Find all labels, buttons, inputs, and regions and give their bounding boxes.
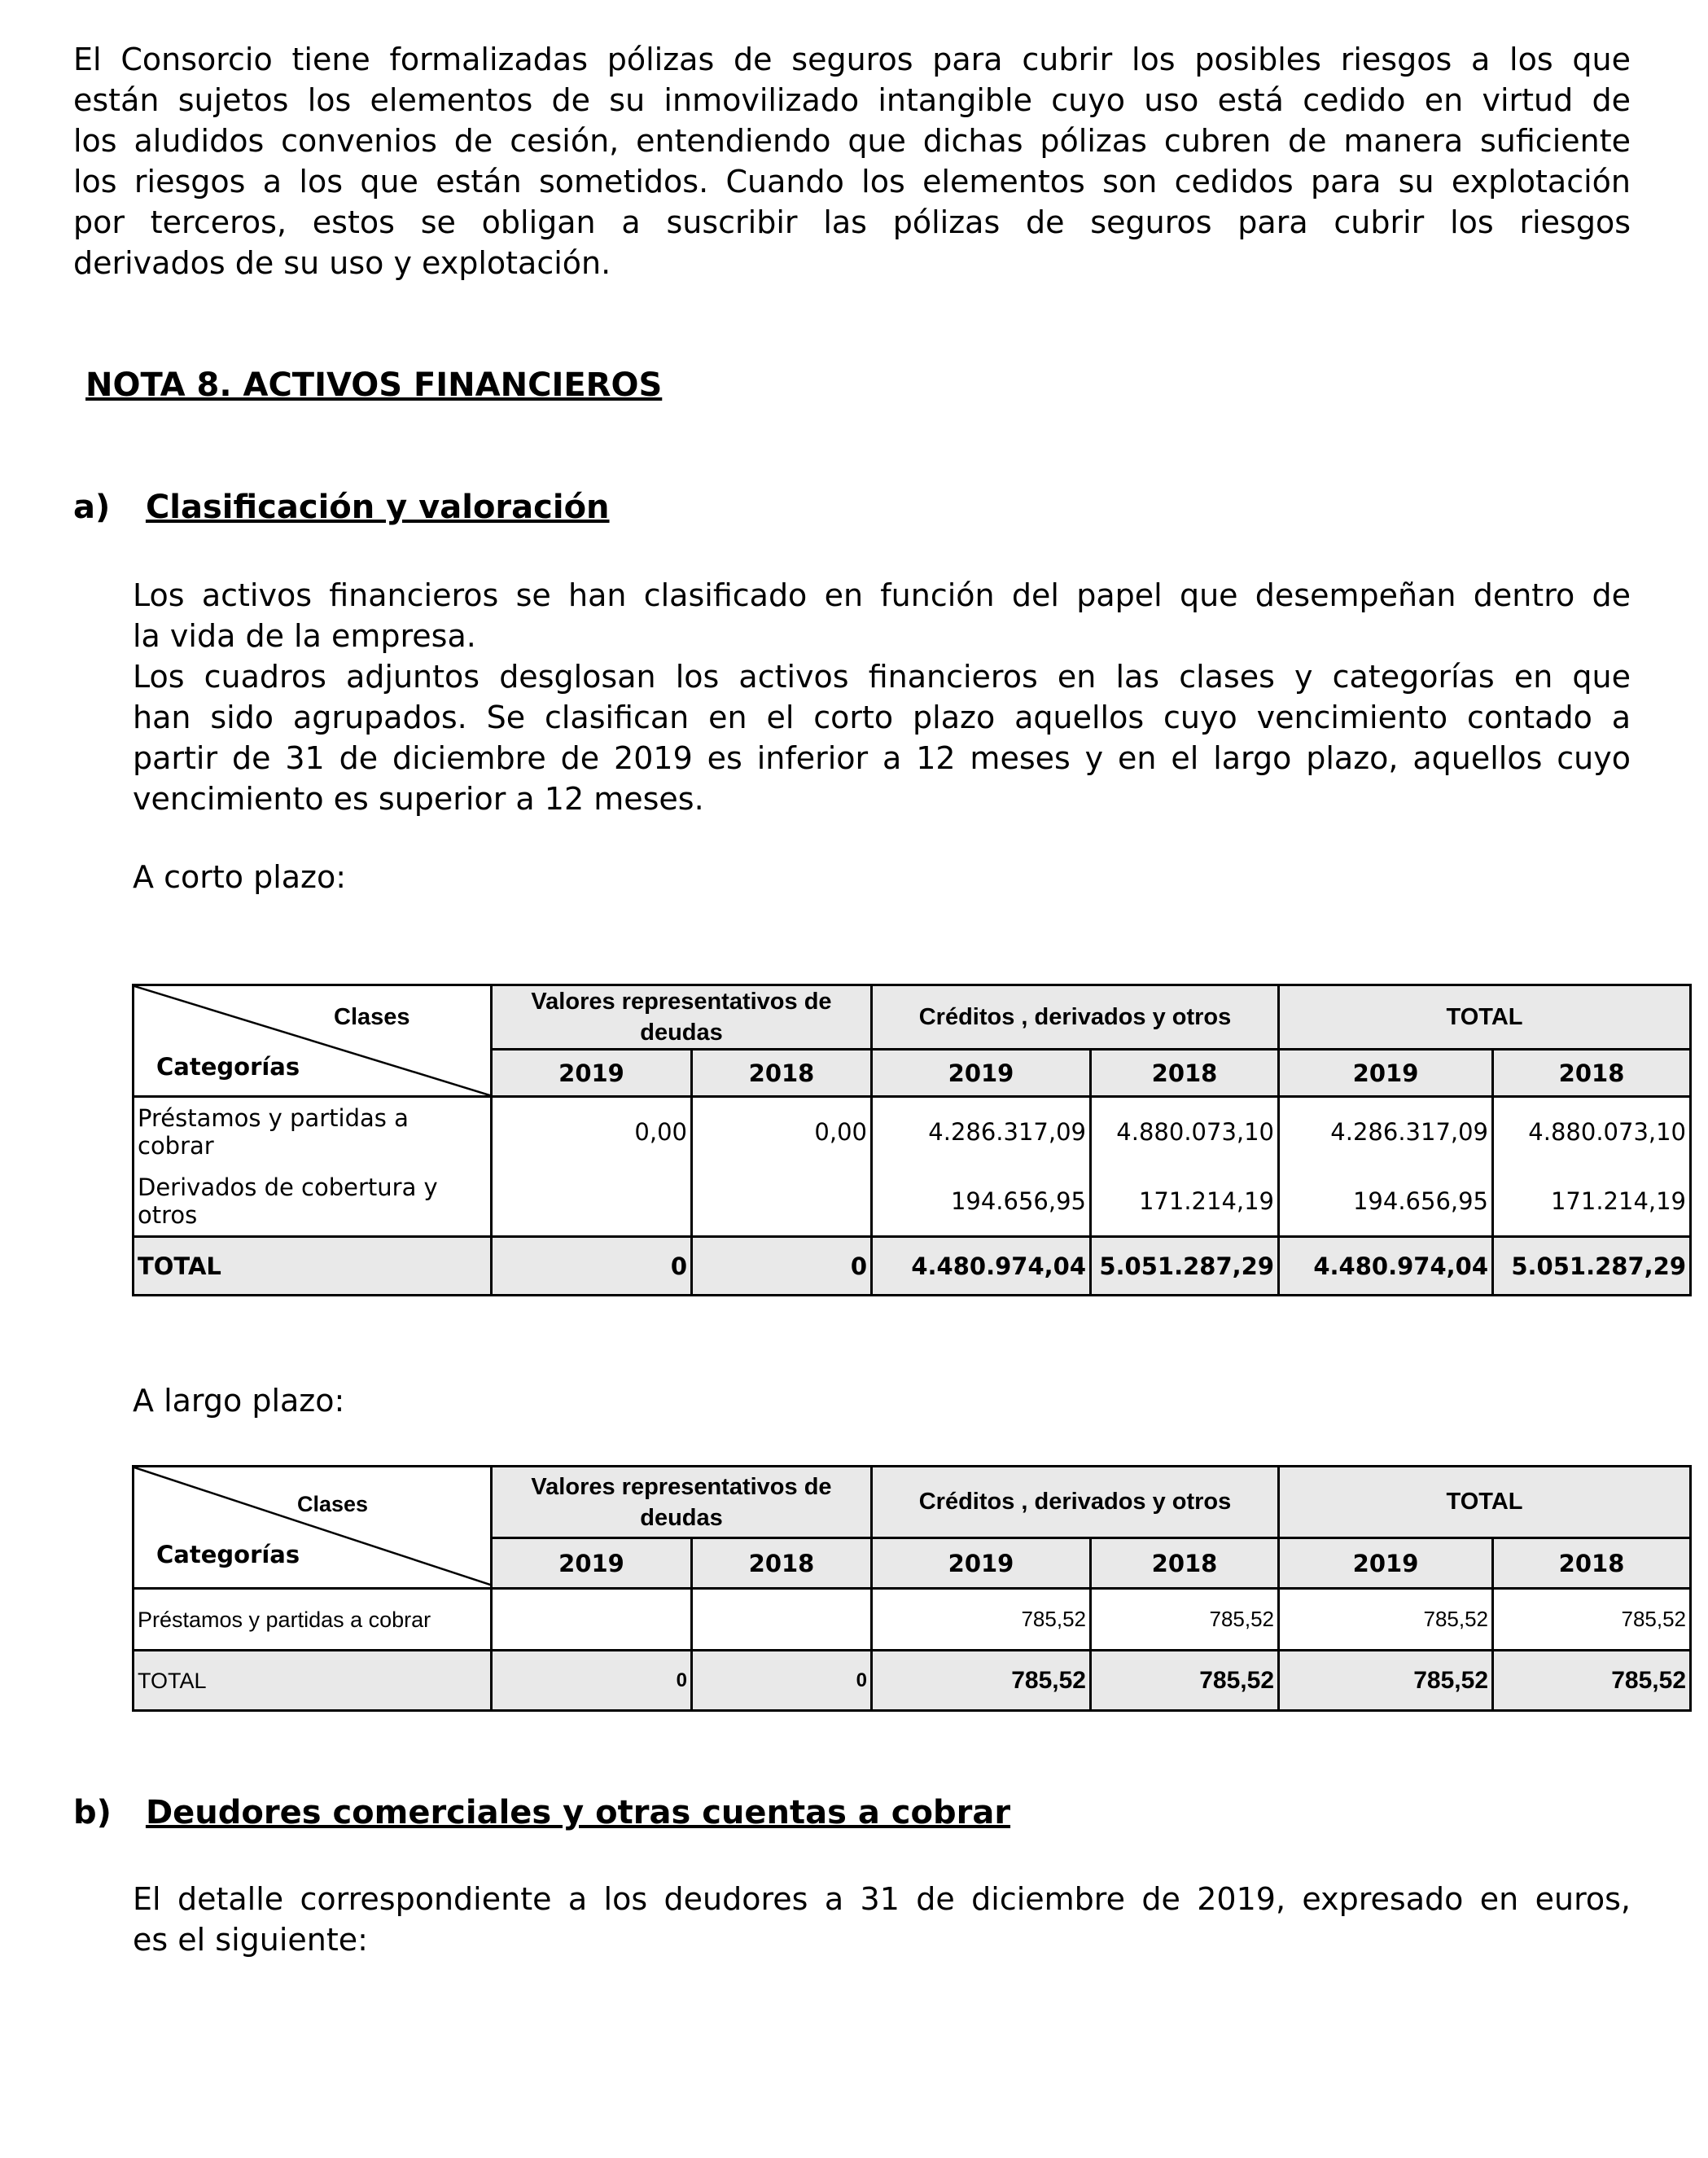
intro-line: derivados de su uso y explotación. xyxy=(73,245,611,281)
intro-line: por terceros, estos se obligan a suscribir las pólizas de seguros para cubrir los riesgos xyxy=(73,204,1631,240)
total-value: 0 xyxy=(692,1651,872,1711)
year-header: 2018 xyxy=(692,1538,872,1589)
column-group-header: Créditos , derivados y otros xyxy=(872,1467,1279,1538)
section-a-line: Los cuadros adjuntos desglosan los activos financieros en las clases y categorías en que xyxy=(133,659,1631,695)
clases-label: Clases xyxy=(297,1492,369,1516)
diagonal-divider xyxy=(134,986,493,1100)
column-group-header: TOTAL xyxy=(1279,985,1691,1050)
total-value: 0 xyxy=(492,1237,692,1296)
intro-line: los aludidos convenios de cesión, entendiendo que dichas pólizas cubren de manera suficiente xyxy=(73,123,1631,159)
category-cell: Préstamos y partidas a cobrar xyxy=(134,1589,492,1651)
value-cell: 0,00 xyxy=(492,1097,692,1167)
note-title xyxy=(85,366,662,404)
clases-label: Clases xyxy=(334,1004,410,1030)
section-a-line: la vida de la empresa. xyxy=(133,618,476,654)
section-b-paragraph xyxy=(133,1879,1631,1960)
section-a-line: Los activos financieros se han clasificado en función del papel que desempeñan dentro de xyxy=(133,577,1631,613)
section-b-heading xyxy=(73,1794,1010,1831)
intro-line: El Consorcio tiene formalizadas pólizas de seguros para cubrir los posibles riesgos a los que xyxy=(73,42,1631,77)
value-cell: 4.286.317,09 xyxy=(872,1097,1091,1167)
total-value: 785,52 xyxy=(1493,1651,1691,1711)
section-a-line: han sido agrupados. Se clasifican en el corto plazo aquellos cuyo vencimiento contado a xyxy=(133,700,1631,735)
column-group-header: Valores representativos de deudas xyxy=(492,1467,872,1538)
value-cell: 194.656,95 xyxy=(1279,1167,1493,1237)
diagonal-divider xyxy=(134,1467,493,1590)
year-header: 2019 xyxy=(1279,1050,1493,1097)
year-header: 2019 xyxy=(872,1050,1091,1097)
total-row xyxy=(134,1237,1691,1296)
value-cell: 4.286.317,09 xyxy=(1279,1097,1493,1167)
column-group-header: Valores representativos de deudas xyxy=(492,985,872,1050)
section-a-label: a) xyxy=(73,489,111,526)
total-label: TOTAL xyxy=(134,1237,492,1296)
table-row xyxy=(134,1167,1691,1237)
table-row xyxy=(134,1097,1691,1167)
year-header: 2018 xyxy=(1091,1538,1279,1589)
value-cell: 4.880.073,10 xyxy=(1091,1097,1279,1167)
total-value: 0 xyxy=(492,1651,692,1711)
section-a-paragraph xyxy=(133,575,1631,819)
value-cell: 785,52 xyxy=(1279,1589,1493,1651)
total-row xyxy=(134,1651,1691,1711)
year-header: 2018 xyxy=(692,1050,872,1097)
corner-header-cell xyxy=(134,1467,492,1589)
total-value: 785,52 xyxy=(1091,1651,1279,1711)
section-a-title: Clasificación y valoración xyxy=(145,489,610,526)
year-header: 2018 xyxy=(1091,1050,1279,1097)
section-b-line: El detalle correspondiente a los deudores a 31 de diciembre de 2019, expresado en euros, xyxy=(133,1881,1631,1917)
column-group-header: Créditos , derivados y otros xyxy=(872,985,1279,1050)
intro-line: los riesgos a los que están sometidos. Cuando los elementos son cedidos para su explotación xyxy=(73,164,1631,200)
long-term-table xyxy=(132,1465,1692,1712)
total-value: 4.480.974,04 xyxy=(872,1237,1091,1296)
section-b-line: es el siguiente: xyxy=(133,1922,368,1958)
value-cell: 785,52 xyxy=(1493,1589,1691,1651)
value-cell: 171.214,19 xyxy=(1091,1167,1279,1237)
note-title-text: NOTA 8. ACTIVOS FINANCIEROS xyxy=(85,366,663,404)
intro-line: están sujetos los elementos de su inmovilizado intangible cuyo uso está cedido en virtud de xyxy=(73,82,1631,118)
value-cell xyxy=(492,1167,692,1237)
total-value: 785,52 xyxy=(1279,1651,1493,1711)
value-cell: 785,52 xyxy=(872,1589,1091,1651)
value-cell xyxy=(492,1589,692,1651)
category-cell: Derivados de cobertura y otros xyxy=(134,1167,492,1237)
total-value: 0 xyxy=(692,1237,872,1296)
value-cell xyxy=(692,1167,872,1237)
value-cell: 194.656,95 xyxy=(872,1167,1091,1237)
total-value: 5.051.287,29 xyxy=(1091,1237,1279,1296)
section-b-title: Deudores comerciales y otras cuentas a cobrar xyxy=(145,1794,1011,1831)
total-label: TOTAL xyxy=(134,1651,492,1711)
column-group-header: TOTAL xyxy=(1279,1467,1691,1538)
section-b-label: b) xyxy=(73,1794,112,1831)
total-value: 785,52 xyxy=(872,1651,1091,1711)
year-header: 2019 xyxy=(1279,1538,1493,1589)
value-cell: 4.880.073,10 xyxy=(1493,1097,1691,1167)
section-a-line: partir de 31 de diciembre de 2019 es inferior a 12 meses y en el largo plazo, aquellos cuyo xyxy=(133,740,1631,776)
year-header: 2019 xyxy=(872,1538,1091,1589)
category-cell: Préstamos y partidas a cobrar xyxy=(134,1097,492,1167)
table-row xyxy=(134,1589,1691,1651)
value-cell: 785,52 xyxy=(1091,1589,1279,1651)
value-cell: 0,00 xyxy=(692,1097,872,1167)
year-header: 2018 xyxy=(1493,1538,1691,1589)
total-value: 5.051.287,29 xyxy=(1493,1237,1691,1296)
corner-header-cell xyxy=(134,985,492,1097)
value-cell: 171.214,19 xyxy=(1493,1167,1691,1237)
short-term-table xyxy=(132,984,1692,1296)
long-term-caption: A largo plazo: xyxy=(133,1383,345,1419)
year-header: 2018 xyxy=(1493,1050,1691,1097)
section-a-line: vencimiento es superior a 12 meses. xyxy=(133,781,704,817)
short-term-caption: A corto plazo: xyxy=(133,859,347,895)
section-a-heading xyxy=(73,489,610,526)
total-value: 4.480.974,04 xyxy=(1279,1237,1493,1296)
year-header: 2019 xyxy=(492,1538,692,1589)
value-cell xyxy=(692,1589,872,1651)
intro-paragraph xyxy=(73,39,1631,283)
year-header: 2019 xyxy=(492,1050,692,1097)
categorias-label: Categorías xyxy=(156,1541,300,1568)
categorias-label: Categorías xyxy=(156,1053,300,1081)
